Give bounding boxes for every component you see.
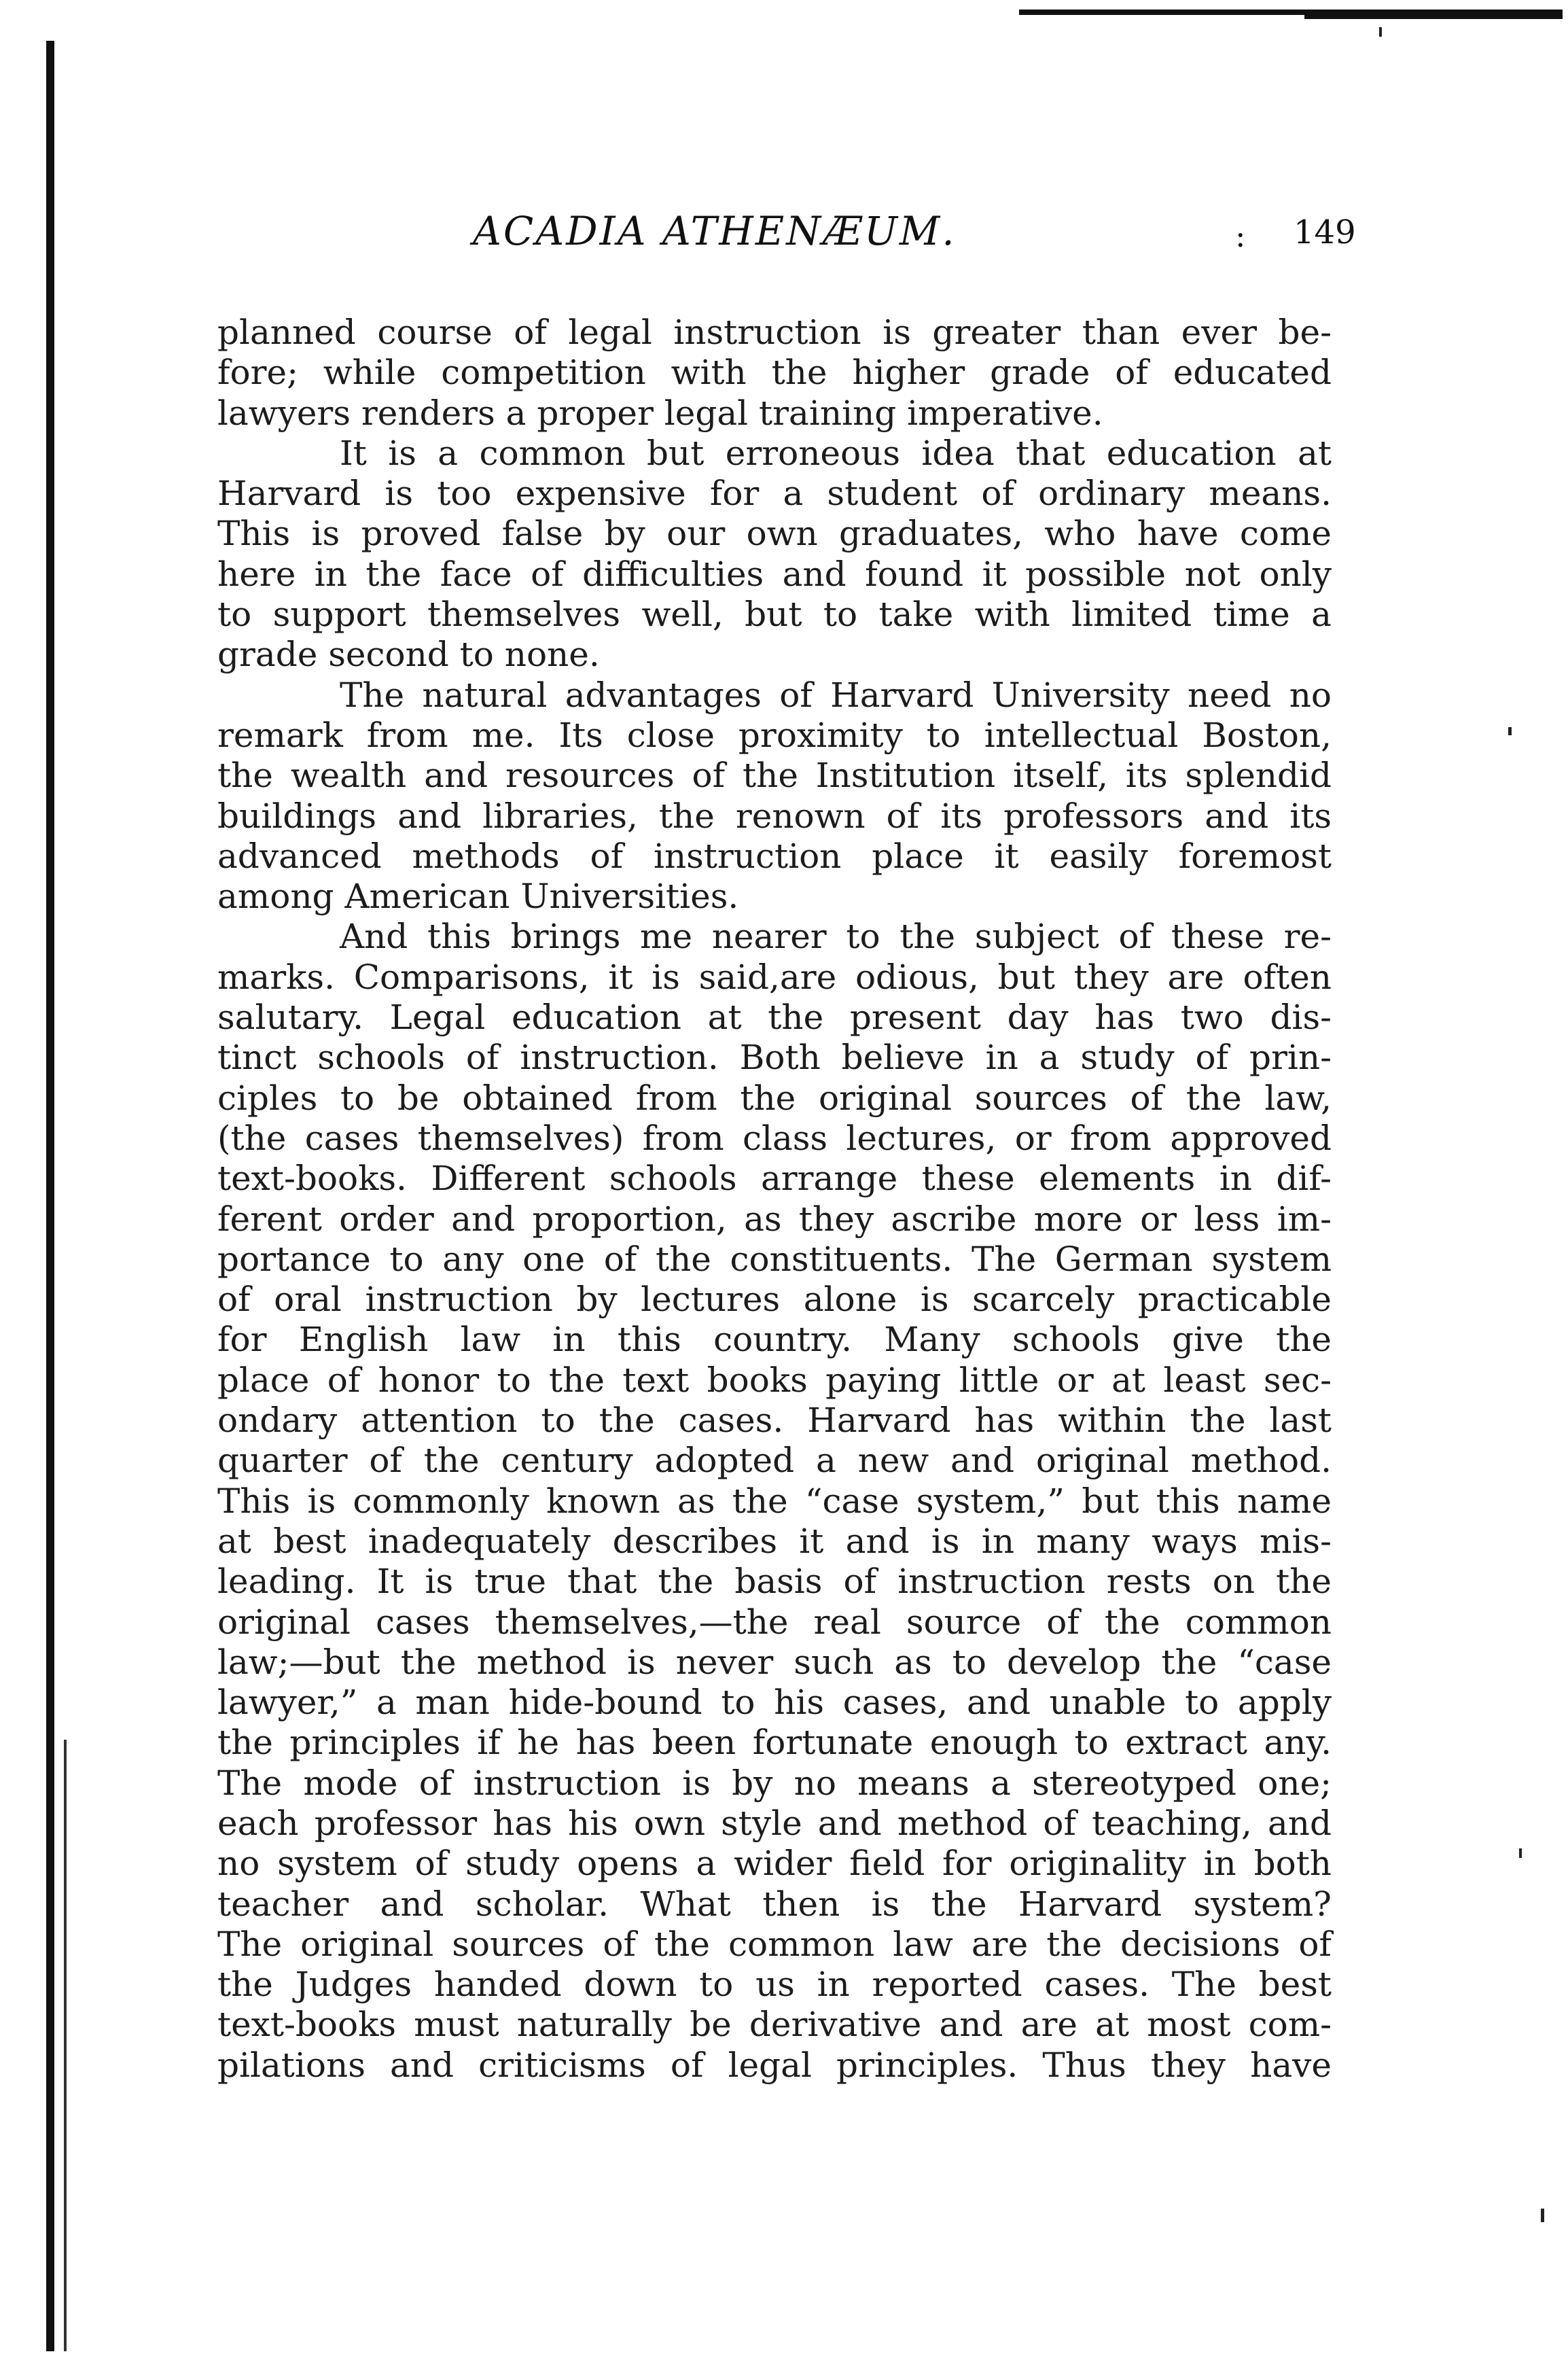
text-line: The original sources of the common law are the decisions of	[217, 1924, 1332, 1964]
text-line: ondary attention to the cases. Harvard has within the last	[217, 1401, 1332, 1441]
text-line: the principles if he has been fortunate enough to extract any.	[217, 1723, 1332, 1763]
text-line: salutary. Legal education at the present day has two dis-	[217, 998, 1332, 1038]
page-number: 149	[1294, 213, 1356, 251]
text-line: buildings and libraries, the renown of its professors and its	[217, 796, 1332, 836]
text-line: teacher and scholar. What then is the Harvard system?	[217, 1884, 1332, 1924]
text-line: The natural advantages of Harvard University need no	[340, 675, 1332, 715]
scan-edge-rule	[1019, 10, 1563, 15]
scan-speck	[1508, 727, 1512, 735]
text-line: tinct schools of instruction. Both believe in a study of prin-	[217, 1038, 1332, 1078]
text-line: of oral instruction by lectures alone is scarcely practicable	[217, 1280, 1332, 1320]
text-line: text-books. Different schools arrange these elements in dif-	[217, 1159, 1332, 1199]
text-line: This is commonly known as the “case system,” but this name	[217, 1481, 1332, 1521]
text-line: quarter of the century adopted a new and original method.	[217, 1441, 1332, 1481]
text-line: law;—but the method is never such as to develop the “case	[217, 1642, 1332, 1682]
text-line: ferent order and proportion, as they ascribe more or less im-	[217, 1199, 1332, 1239]
text-line: This is proved false by our own graduates, who have come	[217, 514, 1332, 554]
scan-binding-edge-thin	[64, 1740, 67, 2351]
text-line: text-books must naturally be derivative and are at most com-	[217, 2005, 1332, 2045]
article-body	[217, 313, 1332, 2086]
scan-speck	[1519, 1848, 1522, 1858]
text-line: among American Universities.	[217, 877, 739, 917]
text-line: And this brings me nearer to the subject of these re-	[340, 917, 1332, 957]
text-line: (the cases themselves) from class lectures, or from approved	[217, 1118, 1332, 1158]
header-separator: :	[1235, 217, 1246, 254]
scan-speck	[1379, 27, 1382, 37]
text-line: It is a common but erroneous idea that education at	[340, 433, 1332, 473]
text-line: here in the face of difficulties and found it possible not only	[217, 554, 1332, 594]
text-line: to support themselves well, but to take with limited time a	[217, 595, 1332, 635]
text-line: remark from me. Its close proximity to intellectual Boston,	[217, 715, 1332, 755]
text-line: planned course of legal instruction is greater than ever be-	[217, 313, 1332, 352]
text-line: pilations and criticisms of legal principles. Thus they have	[217, 2045, 1332, 2085]
text-line: for English law in this country. Many schools give the	[217, 1320, 1332, 1360]
text-line: each professor has his own style and method of teaching, and	[217, 1803, 1332, 1843]
text-line: lawyers renders a proper legal training imperative.	[217, 393, 1103, 433]
scan-binding-edge	[46, 41, 54, 2351]
text-line: the Judges handed down to us in reported cases. The best	[217, 1965, 1332, 2005]
text-line: place of honor to the text books paying little or at least sec-	[217, 1360, 1332, 1400]
text-line: lawyer,” a man hide-bound to his cases, and unable to apply	[217, 1683, 1332, 1723]
text-line: The mode of instruction is by no means a stereotyped one;	[217, 1763, 1332, 1803]
text-line: marks. Comparisons, it is said,are odious, but they are often	[217, 957, 1332, 997]
text-line: no system of study opens a wider field for originality in both	[217, 1844, 1332, 1884]
text-line: grade second to none.	[217, 635, 600, 675]
text-line: at best inadequately describes it and is in many ways mis-	[217, 1521, 1332, 1561]
running-title: ACADIA ATHENÆUM.	[473, 208, 957, 254]
text-line: leading. It is true that the basis of instruction rests on the	[217, 1562, 1332, 1602]
text-line: original cases themselves,—the real source of the common	[217, 1602, 1332, 1642]
text-line: the wealth and resources of the Institution itself, its splendid	[217, 756, 1332, 796]
text-line: fore; while competition with the higher grade of educated	[217, 353, 1332, 393]
text-line: Harvard is too expensive for a student of ordinary means.	[217, 474, 1332, 514]
text-line: advanced methods of instruction place it easily foremost	[217, 836, 1332, 876]
scan-speck	[1541, 2209, 1544, 2222]
text-line: portance to any one of the constituents. The German system	[217, 1239, 1332, 1279]
text-line: ciples to be obtained from the original sources of the law,	[217, 1078, 1332, 1118]
